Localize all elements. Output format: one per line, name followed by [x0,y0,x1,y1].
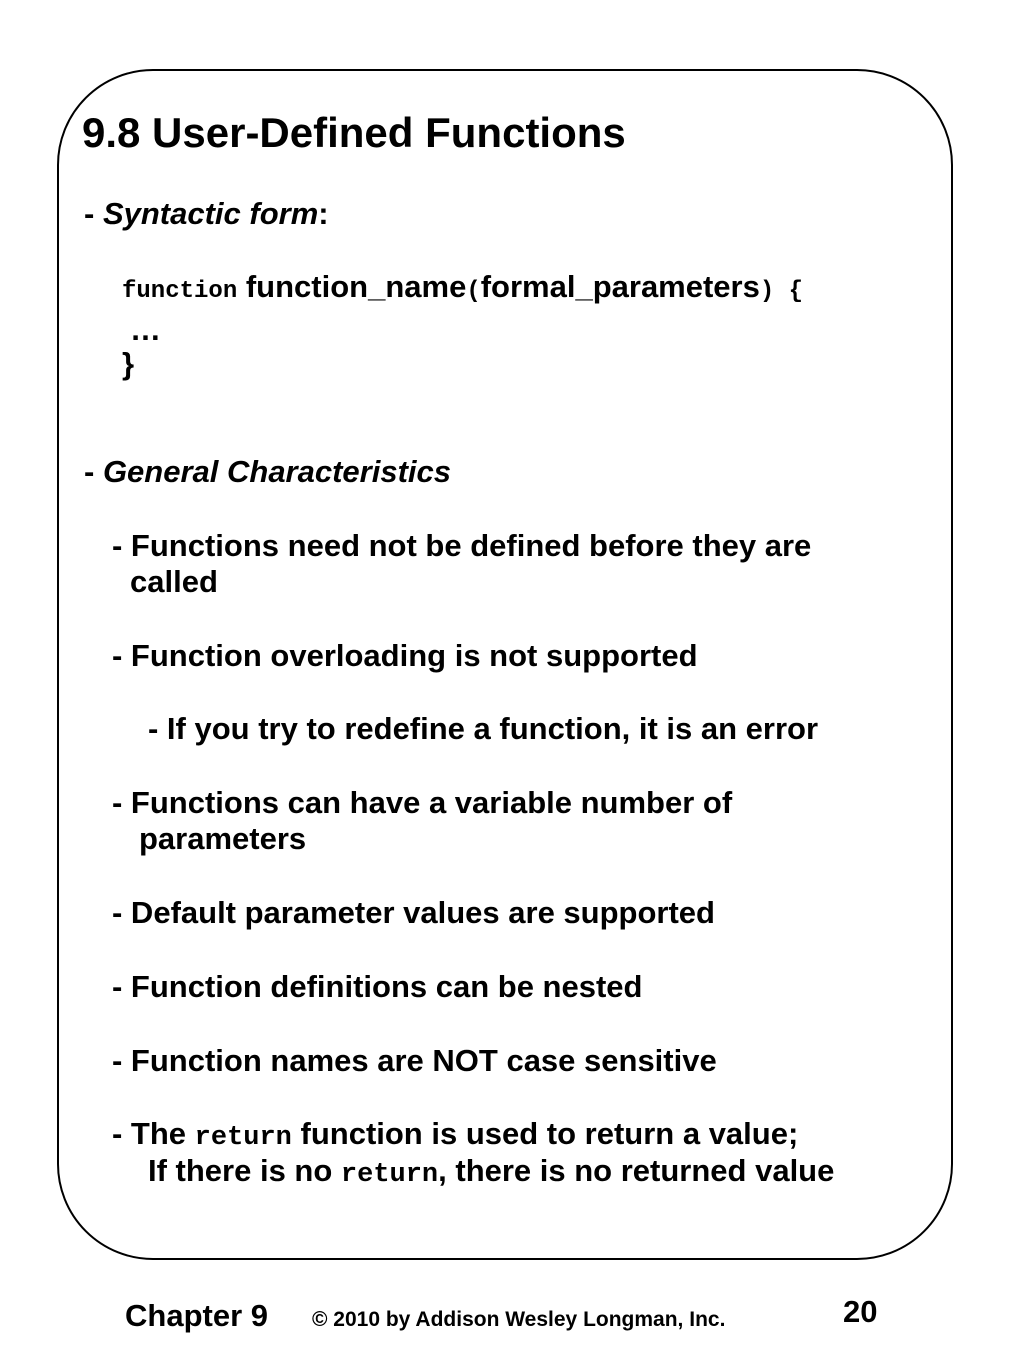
bullet-case-insensitive: - Function names are NOT case sensitive [112,1043,717,1078]
syntactic-form-heading: - Syntactic form: [84,196,329,231]
general-characteristics-heading: - General Characteristics [84,454,452,489]
code-ellipsis: … [130,312,161,347]
bullet-nested-definitions: - Function definitions can be nested [112,969,643,1004]
bullet-no-overloading: - Function overloading is not supported [112,638,698,673]
bullet-variable-parameters-cont: parameters [139,821,307,856]
sub-bullet-redefine-error: - If you try to redefine a function, it is an error [148,711,819,746]
page-number: 20 [843,1294,878,1329]
bullet-return-function: - The return function is used to return a value; [112,1116,799,1153]
slide-title: 9.8 User-Defined Functions [82,109,626,156]
bullet-defined-before-called: - Functions need not be defined before they are [112,528,812,563]
bullet-default-parameters: - Default parameter values are supported [112,895,715,930]
code-end-brace: } [122,346,135,381]
footer-chapter: Chapter 9 [125,1298,268,1333]
footer-copyright: © 2010 by Addison Wesley Longman, Inc. [312,1308,726,1331]
bullet-no-return: If there is no return, there is no returned value [148,1153,835,1190]
bullet-defined-before-called-cont: called [130,564,218,599]
code-signature: function function_name(formal_parameters) { [122,269,804,305]
bullet-variable-parameters: - Functions can have a variable number of [112,785,733,820]
